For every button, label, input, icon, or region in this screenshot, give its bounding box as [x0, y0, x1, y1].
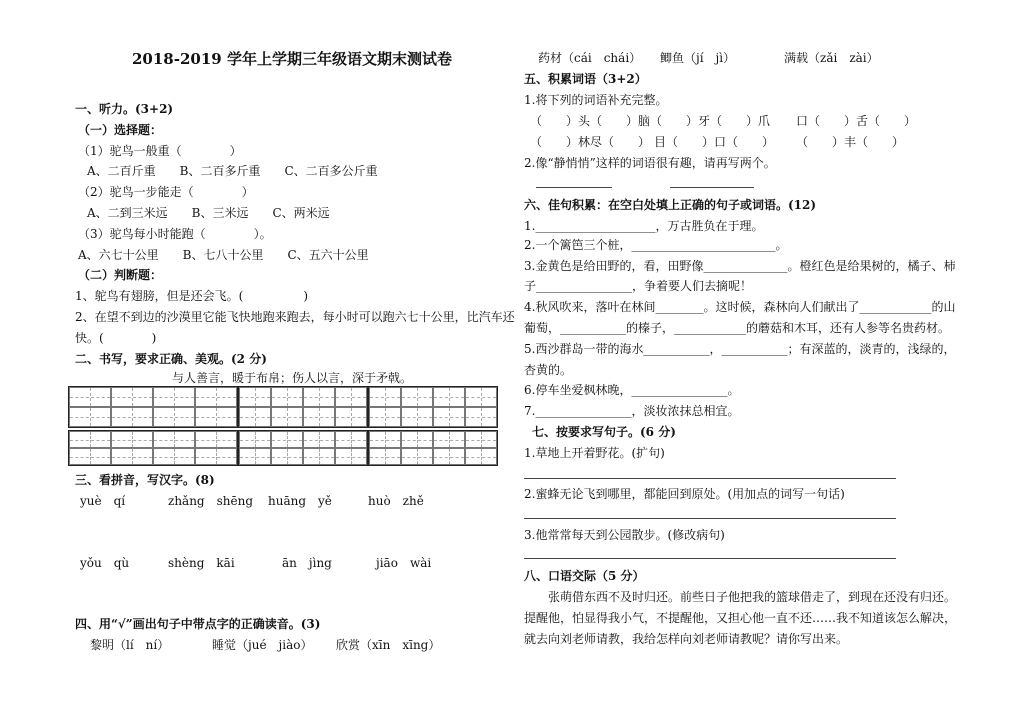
sentence-5-line-2: 杏黄的。: [524, 363, 573, 377]
writing-grid-row-2: [68, 430, 498, 466]
grid-block: [238, 430, 368, 466]
words-fill-6: （ ）丰（ ）: [796, 135, 905, 149]
words-fill-5: 目（ ）口（ ）: [654, 135, 775, 149]
writing-sentence: 与人善言，暖于布帛；伤人以言，深于矛戟。: [172, 371, 413, 385]
answer-line: [524, 558, 896, 559]
judge-2-line-2: 快。( ): [75, 331, 157, 345]
pinyin-7: ān jìng: [282, 556, 332, 570]
question-1-options: A、二百斤重 B、二百多斤重 C、二百多公斤重: [87, 164, 378, 178]
paragraph-line-2: 提醒他，怕显得我小气，不提醒他，又担心他一直不还……我不知道该怎么解决，: [524, 611, 957, 625]
answer-line: [670, 187, 754, 188]
exercise-1: 1.草地上开着野花。(扩句): [524, 446, 665, 460]
question-3: （3）驼鸟每小时能跑（ ）。: [78, 227, 272, 241]
section-4-heading: 四、用“√”画出句子中带点字的正确读音。(3): [75, 617, 321, 631]
words-fill-1: （ ）头（ ）脑: [530, 114, 651, 128]
section-6-heading: 六、佳句积累：在空白处填上正确的句子或词语。(12): [524, 198, 817, 212]
reading-2: 睡觉（jué jiào）: [212, 638, 313, 652]
grid-block: [368, 386, 498, 428]
reading-6: 满载（zǎi zài）: [784, 51, 879, 65]
sentence-4-line-1: 4.秋风吹来，落叶在林间________。这时候，森林向人们献出了____________的山: [524, 300, 956, 314]
exercise-2: 2.蜜蜂无论飞到哪里，都能回到原处。(用加点的词写一句话): [524, 487, 845, 501]
paragraph-line-1: 张萌借东西不及时归还。前些日子他把我的篮球借走了，到现在还没有归还。: [548, 590, 957, 604]
reading-3: 欣赏（xīn xīng）: [336, 638, 441, 652]
pinyin-8: jiāo wài: [376, 556, 432, 570]
sentence-3-line-2: 子________________，争着要人们去摘呢！: [524, 279, 753, 293]
grid-block: [238, 386, 368, 428]
section-1b-heading: （二）判断题：: [78, 268, 163, 282]
section-5-heading: 五、积累词语（3+2）: [524, 72, 647, 86]
question-1: （1）驼鸟一般重（ ）: [78, 144, 242, 158]
section-2-heading: 二、书写，要求正确、美观。(2 分): [75, 352, 267, 366]
grid-block: [68, 386, 238, 428]
pinyin-4: huò zhě: [368, 494, 424, 508]
answer-line: [524, 518, 896, 519]
section-8-heading: 八、口语交际（5 分）: [524, 569, 645, 583]
section-7-heading: 七、按要求写句子。(6 分): [532, 425, 676, 439]
sentence-6: 6.停车坐爱枫林晚，________________。: [524, 383, 740, 397]
reading-1: 黎明（lí ní）: [90, 638, 170, 652]
pinyin-3: huāng yě: [268, 494, 332, 508]
words-fill-2: （ ）牙（ ）爪: [650, 114, 771, 128]
pinyin-6: shèng kāi: [168, 556, 235, 570]
judge-2-line-1: 2、在望不到边的沙漠里它能飞快地跑来跑去，每小时可以跑六七十公里，比汽车还: [75, 310, 515, 324]
question-3-options: A、六七十公里 B、七八十公里 C、五六十公里: [78, 248, 369, 262]
words-q2: 2.像“静悄悄”这样的词语很有趣，请再写两个。: [524, 156, 776, 170]
section-1a-heading: （一）选择题：: [78, 123, 163, 137]
sentence-1: 1.____________________，万古胜负在于理。: [524, 219, 764, 233]
page-title: 2018-2019 学年上学期三年级语文期末测试卷: [132, 50, 452, 68]
answer-line: [524, 478, 896, 479]
sentence-4-line-2: 葡萄，___________的榛子，____________的蘑菇和木耳，还有人参等名贵药材。: [524, 321, 951, 335]
grid-block: [68, 430, 238, 466]
words-fill-3: 口（ ）舌（ ）: [796, 114, 917, 128]
question-2: （2）驼鸟一步能走（ ）: [78, 185, 254, 199]
exercise-3: 3.他常常每天到公园散步。(修改病句): [524, 528, 725, 542]
section-3-heading: 三、看拼音，写汉字。(8): [75, 473, 215, 487]
reading-4: 药材（cái chái）: [538, 51, 642, 65]
reading-5: 鲫鱼（jí jì）: [660, 51, 736, 65]
judge-1: 1、鸵鸟有翅膀，但是还会飞。( ): [75, 289, 308, 303]
writing-grid-row-1: [68, 386, 498, 428]
pinyin-2: zhǎng shēng: [168, 494, 254, 508]
pinyin-1: yuè qí: [80, 494, 126, 508]
sentence-5-line-1: 5.西沙群岛一带的海水___________，___________；有深蓝的，淡青的，浅绿的，: [524, 342, 956, 356]
section-1-heading: 一、听力。(3+2): [75, 102, 174, 116]
sentence-3-line-1: 3.金黄色是给田野的，看，田野像______________。橙红色是给果树的，橘子、柿: [524, 259, 956, 273]
paragraph-line-3: 就去向刘老师请教，我给怎样向刘老师请教呢？请你写出来。: [524, 632, 849, 646]
words-q1: 1.将下列的词语补充完整。: [524, 93, 668, 107]
words-fill-4: （ ）林尽（ ）: [530, 135, 651, 149]
answer-line: [536, 187, 612, 188]
sentence-2: 2.一个篱笆三个桩，________________________。: [524, 238, 788, 252]
question-2-options: A、二到三米远 B、三米远 C、两米远: [87, 206, 330, 220]
sentence-7: 7.________________，淡妆浓抹总相宜。: [524, 404, 740, 418]
grid-block: [368, 430, 498, 466]
pinyin-5: yǒu qù: [80, 556, 130, 570]
